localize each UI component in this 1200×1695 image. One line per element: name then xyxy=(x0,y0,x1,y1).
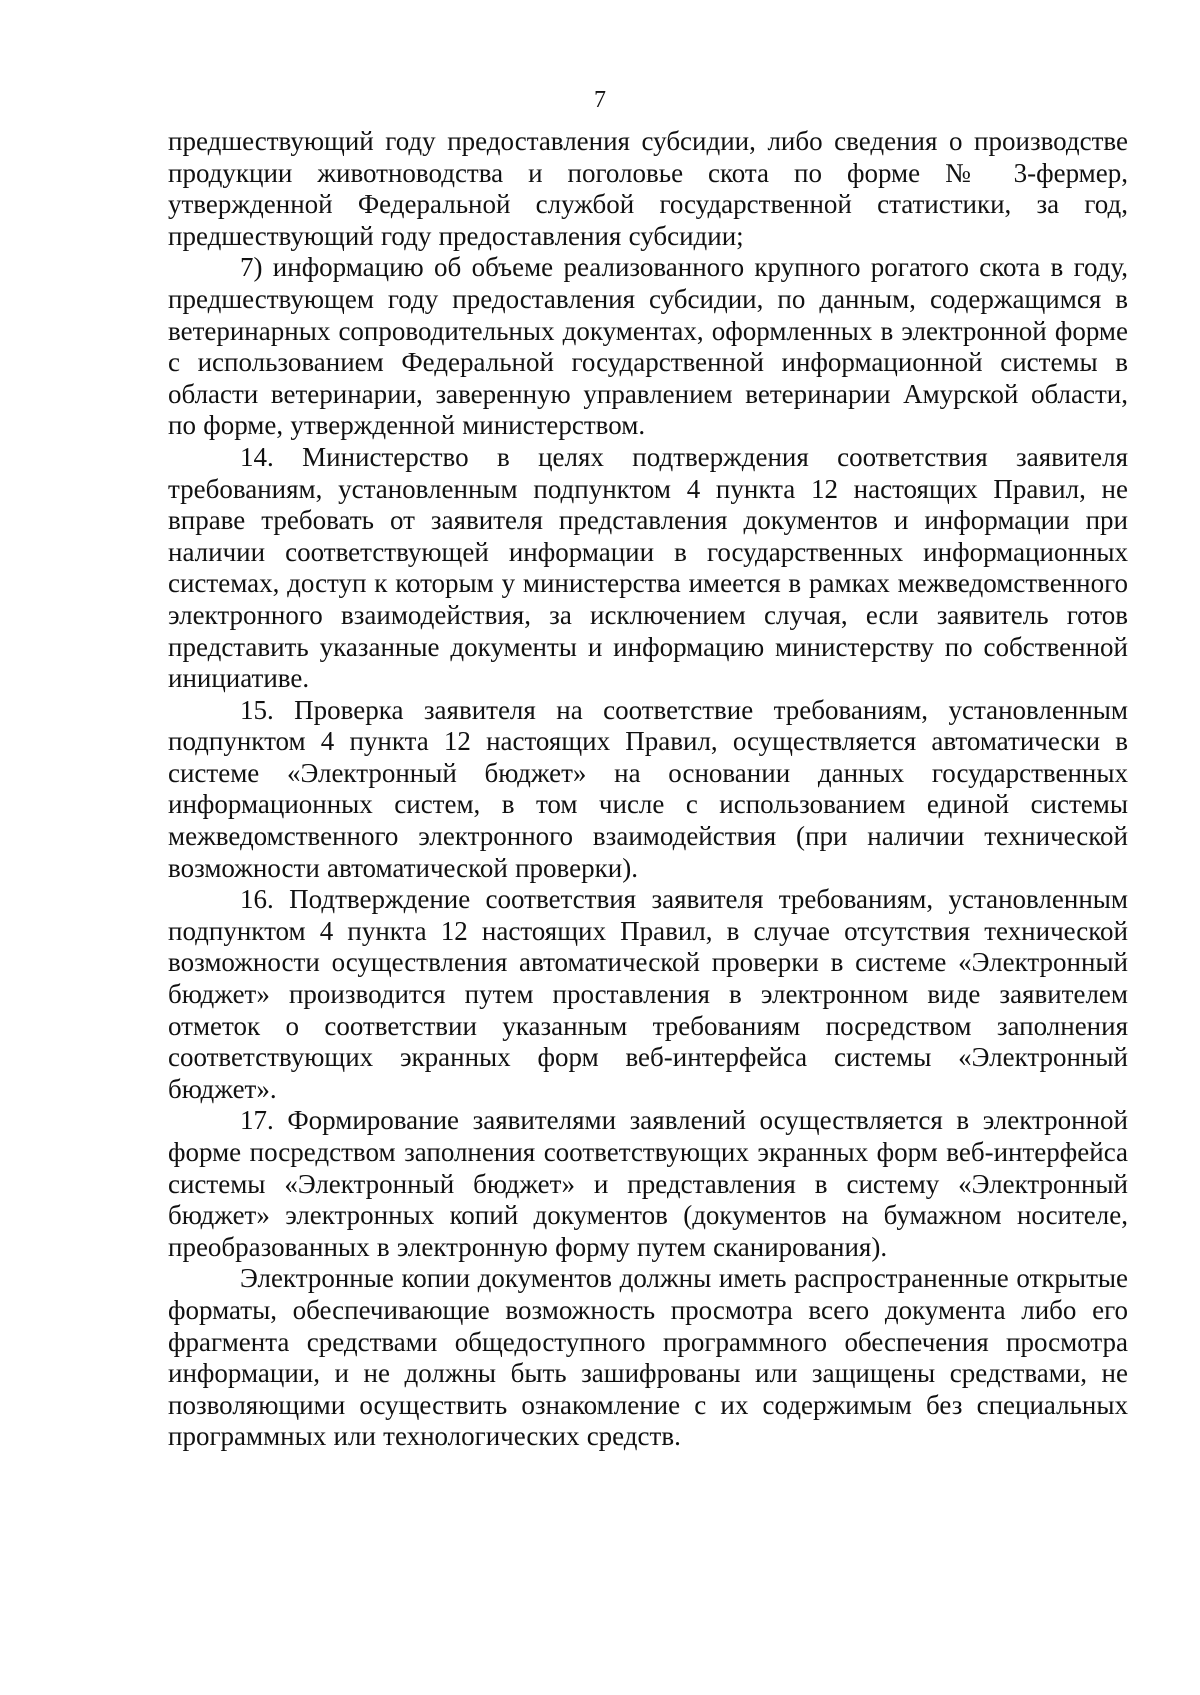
paragraph-clause-17: 17. Формирование заявителями заявлений осуществляется в электронной форме посредством заполнения соответствующих экранных форм веб-интерфейса системы «Электронный бюджет» и представления в систему «Электронный бюджет» электронных копий документов (документов на бумажном носителе, преобразованных в электронную форму путем сканирования). xyxy=(168,1105,1128,1262)
document-body xyxy=(168,126,1128,1453)
paragraph-clause-15: 15. Проверка заявителя на соответствие требованиям, установленным подпунктом 4 пункта 12 настоящих Правил, осуществляется автоматически в системе «Электронный бюджет» на основании данных государственных информационных систем, в том числе с использованием единой системы межведомственного электронного взаимодействия (при наличии технической возможности автоматической проверки). xyxy=(168,694,1128,883)
paragraph-continuation: предшествующий году предоставления субсидии, либо сведения о производстве продукции животноводства и поголовье скота по форме № 3-фермер, утвержденной Федеральной службой государственной статистики, за год, предшествующий году предоставления субсидии; xyxy=(168,126,1128,251)
paragraph-electronic-copies: Электронные копии документов должны иметь распространенные открытые форматы, обеспечивающие возможность просмотра всего документа либо его фрагмента средствами общедоступного программного обеспечения просмотра информации, и не должны быть зашифрованы или защищены средствами, не позволяющими осуществить ознакомление с их содержимым без специальных программных или технологических средств. xyxy=(168,1263,1128,1452)
paragraph-clause-16: 16. Подтверждение соответствия заявителя требованиям, установленным подпунктом 4 пункта 12 настоящих Правил, в случае отсутствия технической возможности осуществления автоматической проверки в системе «Электронный бюджет» производится путем проставления в электронном виде заявителем отметок о соответствии указанным требованиям посредством заполнения соответствующих экранных форм веб-интерфейса системы «Электронный бюджет». xyxy=(168,884,1128,1104)
paragraph-item-7: 7) информацию об объеме реализованного крупного рогатого скота в году, предшествующем году предоставления субсидии, по данным, содержащимся в ветеринарных сопроводительных документах, оформленных в электронной форме с использованием Федеральной государственной информационной системы в области ветеринарии, заверенную управлением ветеринарии Амурской области, по форме, утвержденной министерством. xyxy=(168,252,1128,441)
page-number: 7 xyxy=(594,87,606,113)
paragraph-clause-14: 14. Министерство в целях подтверждения соответствия заявителя требованиям, установленным подпунктом 4 пункта 12 настоящих Правил, не вправе требовать от заявителя представления документов и информации при наличии соответствующей информации в государственных информационных системах, доступ к которым у министерства имеется в рамках межведомственного электронного взаимодействия, за исключением случая, если заявитель готов представить указанные документы и информацию министерству по собственной инициативе. xyxy=(168,441,1128,694)
